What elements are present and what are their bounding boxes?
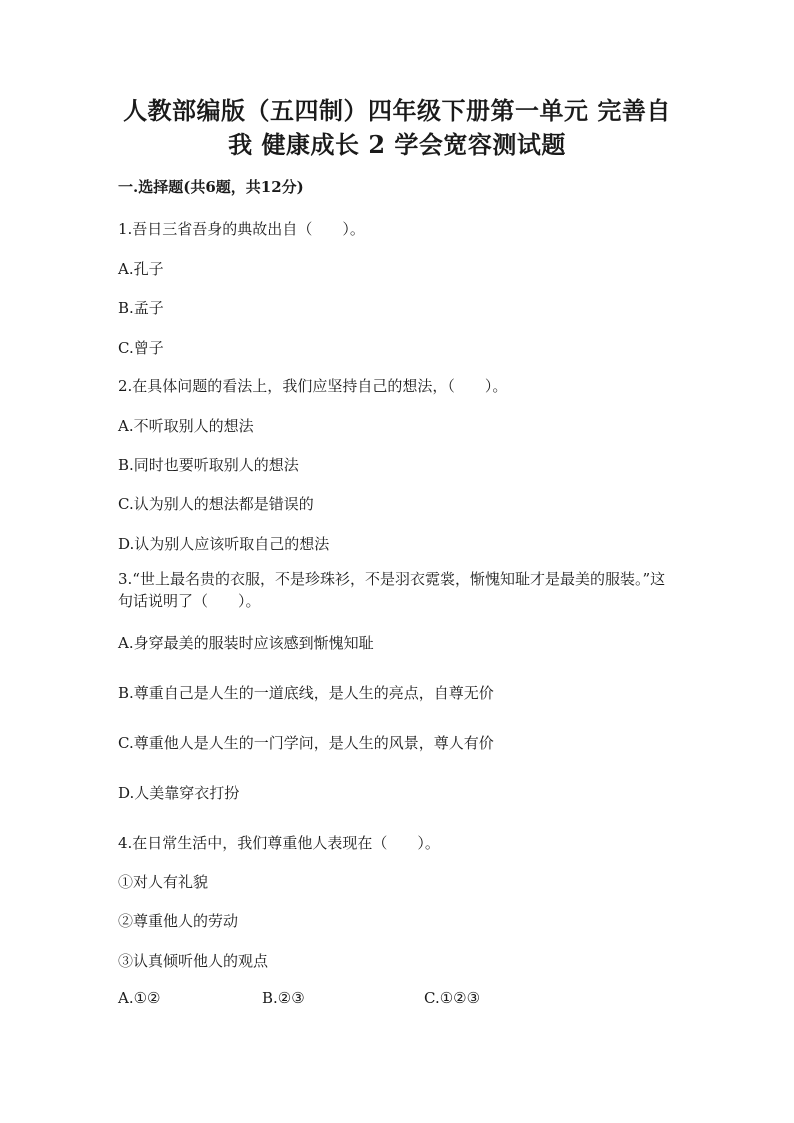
question-1-option-b: B.孟子: [118, 299, 164, 317]
page-title: [100, 94, 694, 162]
question-1-stem: 1.吾日三省吾身的典故出自（ ）。: [118, 220, 365, 238]
question-3-option-c: C.尊重他人是人生的一门学问，是人生的风景，尊人有价: [118, 734, 494, 752]
question-3-option-a: A.身穿最美的服装时应该感到惭愧知耻: [118, 634, 374, 652]
question-4-option-c: C.①②③: [424, 989, 481, 1007]
question-4-stem: 4.在日常生活中，我们尊重他人表现在（ ）。: [118, 834, 440, 852]
question-2-option-b: B.同时也要听取别人的想法: [118, 456, 299, 474]
question-4-option-b: B.②③: [262, 989, 305, 1007]
question-4-statement-1: ①对人有礼貌: [118, 873, 209, 891]
question-2-stem: 2.在具体问题的看法上，我们应坚持自己的想法，（ ）。: [118, 377, 508, 395]
question-3-stem: 3.“世上最名贵的衣服，不是珍珠衫，不是羽衣霓裳，惭愧知耻才是最美的服装。”这句话说明了（ ）。: [118, 570, 666, 610]
section-header: 一.选择题(共6题，共12分): [118, 178, 304, 196]
question-2-option-d: D.认为别人应该听取自己的想法: [118, 535, 330, 553]
question-2-option-c: C.认为别人的想法都是错误的: [118, 495, 314, 513]
question-1-option-c: C.曾子: [118, 339, 164, 357]
question-2-option-a: A.不听取别人的想法: [118, 417, 254, 435]
question-1-option-a: A.孔子: [118, 260, 164, 278]
title-line-1: 人教部编版（五四制）四年级下册第一单元 完善自: [123, 96, 671, 125]
question-4-option-a: A.①②: [118, 989, 161, 1007]
question-3-option-b: B.尊重自己是人生的一道底线，是人生的亮点，自尊无价: [118, 684, 494, 702]
question-4-statement-2: ②尊重他人的劳动: [118, 912, 239, 930]
title-line-2: 我 健康成长 2 学会宽容测试题: [228, 130, 566, 159]
question-3-option-d: D.人美靠穿衣打扮: [118, 784, 240, 802]
question-4-statement-3: ③认真倾听他人的观点: [118, 952, 269, 970]
